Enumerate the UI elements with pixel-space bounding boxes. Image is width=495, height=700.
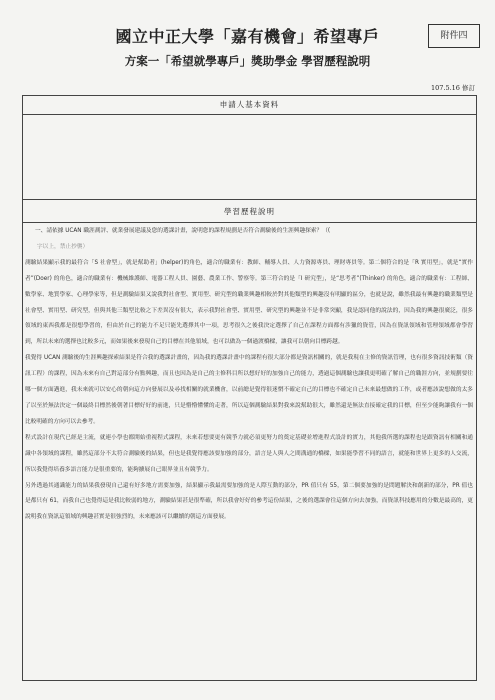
page-subtitle: 方案一「希望就學專戶」獎助學金 學習歷程說明	[124, 54, 371, 68]
paragraph-1: 測驗結果顯示我的最符合「S 社會型」，就是幫助者」(helper)的角色，適合的職業有：教師、輔導人員、人力資源專員、理財專員等。第二個符合的是「R 實用型」，就是“實作者”(Doer) 的角色，適合的職業有：機械維護師、電器工程人員、園藝、農業工作、警察等。第三符合的是「I 研究型」，是“思考者”(Thinker) 的角色，適合的職業有：工程師、數學家、地質學家、心理學家等，但是測驗結果又說我對社會型、實用型、研究型的職業興趣相較於對其他類型的興趣沒有明顯的區分，也就是說，雖然我最有興趣的職業類型是社會型、實用型、研究型，但與其他三類型比較之下差異沒有很大，表示我對社會型、實用型、研究型的興趣並不是非常突顯，我是認同他的說法的，因為我的興趣很廣泛，很多領域的東西我都是很想學習的，但由於自己的能力不足只能先選擇其中一項，思考很久之後我決定選擇了自己在課程方面都有涉獵的資管，因為在資訊領域和管理領域都會學習到，所以未來的選擇也比較多元，而如果後來發現自己的目標在其他領域，也可以做為一個過渡橋樑，讓我可以朝向目標跨越。	[25, 259, 473, 346]
annex-label: 附件四	[428, 24, 480, 48]
question-text: 一、請依據 UCAN 職涯測評、就業發展建議及您的選課計畫，說明您的課程規劃是否符合測驗後的生涯興趣探索？（(	[35, 228, 331, 234]
page-title: 國立中正大學「嘉有機會」希望專戶	[115, 27, 380, 46]
revision-date: 107.5.16 修訂	[430, 84, 475, 92]
question-note: 字以上，禁止抄襲）	[37, 243, 89, 250]
applicant-info-section	[22, 95, 477, 200]
applicant-info-heading: 申請人基本資料	[23, 96, 476, 115]
paragraph-2: 我覺得 UCAN 測驗後的生涯興趣探索結果是符合我的選課計畫的，因為我的選課計畫中的課程有很大部分都是資訊相關的，就是我現在主修的資訊管理，也有很多資訊技術類（資訊工程）的課程，因為未來有自己對這部分有點興趣，而且也因為是自己的主修科目所以想好好的加強自己的能力，透過這個測驗也讓我更明確了解自己的職涯方向，並規劃要往哪一個方面邁進，我未來就可以安心的朝向這方向發展以及尋找相關的就業機會，以前總是覺得很迷惘不確定自己的目標也不確定自己未來最想做的工作，或者應該說想做的太多了以至於無法決定一個最終目標然後朝著目標好好的前進，只是懵懵懂懂的走著，所以這個測驗結果對我來說幫助很大，雖然還是無法直接確定我的目標，但至少能夠讓我有一個比較明確的方向可以去參考。	[25, 355, 473, 425]
paragraph-4: 另外透過其通識能力的結果我發現自己還有好多地方需要加強，結果顯示我最需要加強的是人際互動的部分，PR 值只有 55，第二個要加強的是問題解決和創新的部分，PR 值也是都只有 61，而我自己也覺得這是我比較弱的地方，測驗結果甚是很準確，所以我會好好的參考這份結果，之後的選課會往這個方向去加強，而資訊科技應用的分數是最高的，更說明我在資訊這領域的興趣甚實是很強烈的，未來應該可以繼續的朝這方面發展。	[25, 482, 473, 521]
study-history-heading: 學習歷程說明	[23, 198, 476, 223]
study-history-section	[22, 198, 477, 681]
paragraph-3: 程式設計在現代已經是主流，就連小學也都開始重視程式課程，未來若想要更有競爭力就必須更努力的奠定基礎並增進程式設計的實力，其他我所選的課程也是跟資訊有相關和通識中各領域的課程，雖然這部分不太符合測驗後的結果，但也是我覺得應該要加強的部分，語言是人與人之間溝通的橋樑，如果能學習不同的語言，就能和世界上更多的人交流，所以我覺得培養多語言能力是很重要的，能夠擴展自己眼界並且有競爭力。	[25, 434, 473, 473]
study-history-body	[25, 224, 473, 526]
